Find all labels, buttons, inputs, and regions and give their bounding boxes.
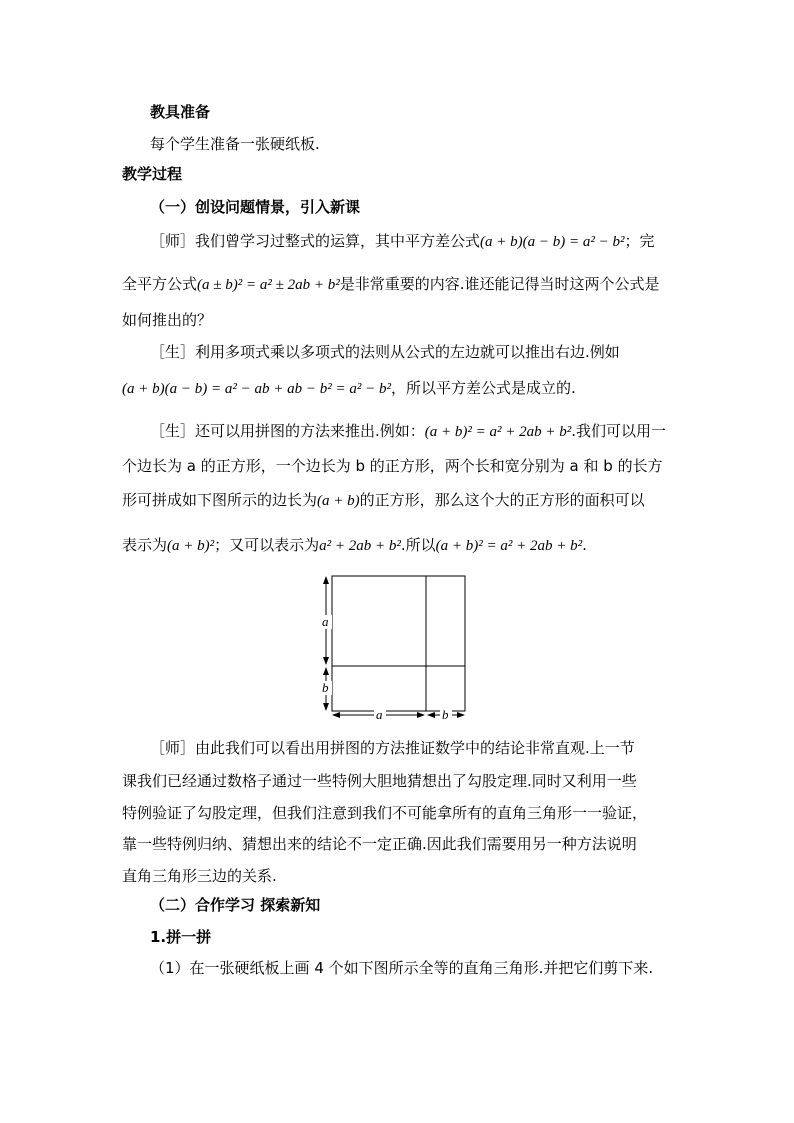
paragraph-3-line-1 <box>150 421 666 442</box>
p2-text-b: ，所以平方差公式是成立的. <box>390 379 576 397</box>
square-sum-formula: (a + b)² = a² + 2ab + b² <box>424 424 572 440</box>
paragraph-1-line-3: 如何推出的？ <box>122 311 213 329</box>
label-a-vertical: a <box>322 614 329 629</box>
subsection1-title: 1.拼一拼 <box>150 928 212 946</box>
arrowhead-right <box>457 712 465 718</box>
expansion-formula: (a + b)(a − b) = a² − ab + ab − b² = a² − b² <box>122 381 391 397</box>
label-a-horizontal: a <box>376 707 383 722</box>
square-dissection-figure <box>318 572 478 722</box>
arrowhead-down <box>323 703 329 711</box>
arrowhead-left <box>332 712 340 718</box>
conclusion-formula: (a + b)² = a² + 2ab + b² <box>435 538 583 554</box>
paragraph-4-line-1: ［师］由此我们可以看出用拼图的方法推证数学中的结论非常直观.上一节 <box>150 739 635 757</box>
outer-square <box>332 576 465 711</box>
paragraph-4-line-3: 特例验证了勾股定理，但我们注意到我们不可能拿所有的直角三角形一一验证， <box>122 804 648 822</box>
paragraph-3-line-4 <box>122 535 587 556</box>
difference-of-squares-formula: (a + b)(a − b) = a² − b² <box>480 234 625 250</box>
paragraph-2-line-1: ［生］利用多项式乘以多项式的法则从公式的左边就可以推出右边.例如 <box>150 343 620 361</box>
label-b-horizontal: b <box>442 707 449 722</box>
p3-text-b: .我们可以用一 <box>571 422 667 440</box>
heading-process: 教学过程 <box>122 165 183 183</box>
p3-text-e: 的正方形，那么这个大的正方形的面积可以 <box>359 491 645 509</box>
arrowhead-right <box>417 712 425 718</box>
arrowhead-up <box>323 576 329 584</box>
p3-text-f: 表示为 <box>122 536 168 554</box>
p1-text-a: ［师］我们曾学习过整式的运算，其中平方差公式 <box>150 232 481 250</box>
side-length-expression: (a + b) <box>317 493 360 509</box>
section2-title: （二）合作学习 探索新知 <box>150 896 321 914</box>
p3-text-d: 形可拼成如下图所示的边长为 <box>122 491 318 509</box>
p1-text-b: ；完 <box>624 232 655 250</box>
paragraph-1-line-1 <box>150 231 655 252</box>
p1-text-c: 全平方公式 <box>122 275 198 293</box>
p3-text-a: ［生］还可以用拼图的方法来推出.例如： <box>150 422 425 440</box>
p3-text-i: . <box>582 536 587 554</box>
subsection1-text: （1）在一张硬纸板上画 4 个如下图所示全等的直角三角形.并把它们剪下来. <box>150 959 654 977</box>
p3-text-g: ；又可以表示为 <box>214 536 320 554</box>
arrowhead-down <box>323 657 329 665</box>
paragraph-3-line-3 <box>122 490 645 511</box>
paragraph-4-line-5: 直角三角形三边的关系. <box>122 867 277 885</box>
arrowhead-left <box>427 712 435 718</box>
paragraph-4-line-4: 靠一些特例归纳、猜想出来的结论不一定正确.因此我们需要用另一种方法说明 <box>122 835 637 853</box>
paragraph-3-line-2: 个边长为 a 的正方形，一个边长为 b 的正方形，两个长和宽分别为 a 和 b 的长方 <box>122 457 663 475</box>
perfect-square-formula: (a ± b)² = a² ± 2ab + b² <box>197 277 340 293</box>
heading-tools: 教具准备 <box>150 103 211 121</box>
p1-text-d: 是非常重要的内容.谁还能记得当时这两个公式是 <box>339 275 660 293</box>
arrowhead-up <box>323 667 329 675</box>
paragraph-2-line-2 <box>122 378 576 399</box>
paragraph-1-line-2 <box>122 274 660 295</box>
tools-text: 每个学生准备一张硬纸板. <box>150 135 320 153</box>
p3-text-h: .所以 <box>400 536 436 554</box>
paragraph-4-line-2: 课我们已经通过数格子通过一些特例大胆地猜想出了勾股定理.同时又利用一些 <box>122 772 637 790</box>
section1-title: （一）创设问题情景，引入新课 <box>150 198 361 216</box>
label-b-vertical: b <box>322 680 329 695</box>
area-expression-2: a² + 2ab + b² <box>319 538 401 554</box>
area-expression-1: (a + b)² <box>167 538 215 554</box>
